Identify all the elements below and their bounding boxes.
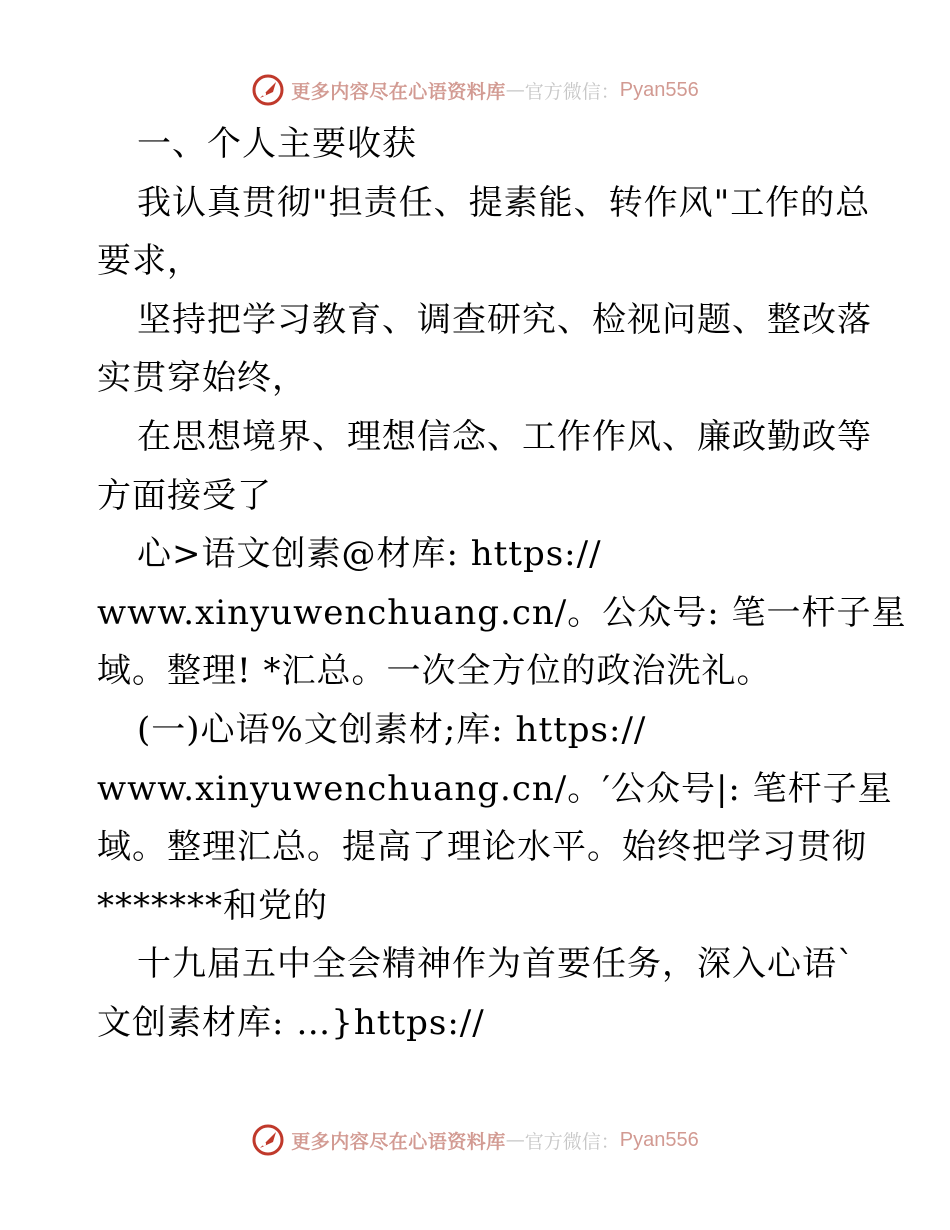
- watermark-wechat-id: Pyan556: [619, 1128, 699, 1151]
- text-line: 在思想境界、理想信念、工作作风、廉政勤政等: [137, 416, 872, 457]
- text-line: www.xinyuwenchuang.cn/。′公众号|: 笔杆子星: [97, 768, 893, 809]
- quill-logo-icon: [251, 1123, 285, 1157]
- text-line: 十九届五中全会精神作为首要任务，深入心语`: [137, 944, 855, 985]
- quill-logo-icon: [251, 73, 285, 107]
- watermark-wechat-label: 官方微信：: [524, 80, 620, 103]
- footer-watermark: [0, 1120, 950, 1160]
- text-line: 实贯穿始终，: [97, 358, 307, 399]
- header-watermark: [0, 70, 950, 110]
- text-line: 域。整理! *汇总。一次全方位的政治洗礼。: [97, 651, 772, 692]
- text-line: *******和党的: [97, 885, 328, 926]
- text-line: 文创素材库: …}https://: [97, 1002, 485, 1043]
- watermark-brand: 更多内容尽在心语资料库: [291, 1130, 506, 1153]
- text-line: 心>语文创素@材库: https://: [137, 534, 602, 575]
- text-line: 域。整理汇总。提高了理论水平。始终把学习贯彻: [97, 827, 867, 868]
- watermark-dash: —: [505, 1129, 525, 1151]
- watermark-brand: 更多内容尽在心语资料库: [291, 80, 506, 103]
- watermark-wechat-id: Pyan556: [619, 78, 699, 101]
- text-line: 方面接受了: [97, 475, 272, 516]
- text-line: 我认真贯彻"担责任、提素能、转作风"工作的总: [137, 182, 871, 223]
- text-line: 坚持把学习教育、调查研究、检视问题、整改落: [137, 299, 872, 340]
- text-line: 一、个人主要收获: [137, 124, 417, 164]
- document-body: [97, 115, 907, 1053]
- text-line: (一)心语%文创素材;库: https://: [137, 709, 647, 750]
- text-line: 要求，: [97, 241, 202, 282]
- watermark-dash: —: [505, 79, 525, 101]
- text-line: www.xinyuwenchuang.cn/。公众号: 笔一杆子星: [97, 592, 907, 633]
- watermark-wechat-label: 官方微信：: [524, 1130, 620, 1153]
